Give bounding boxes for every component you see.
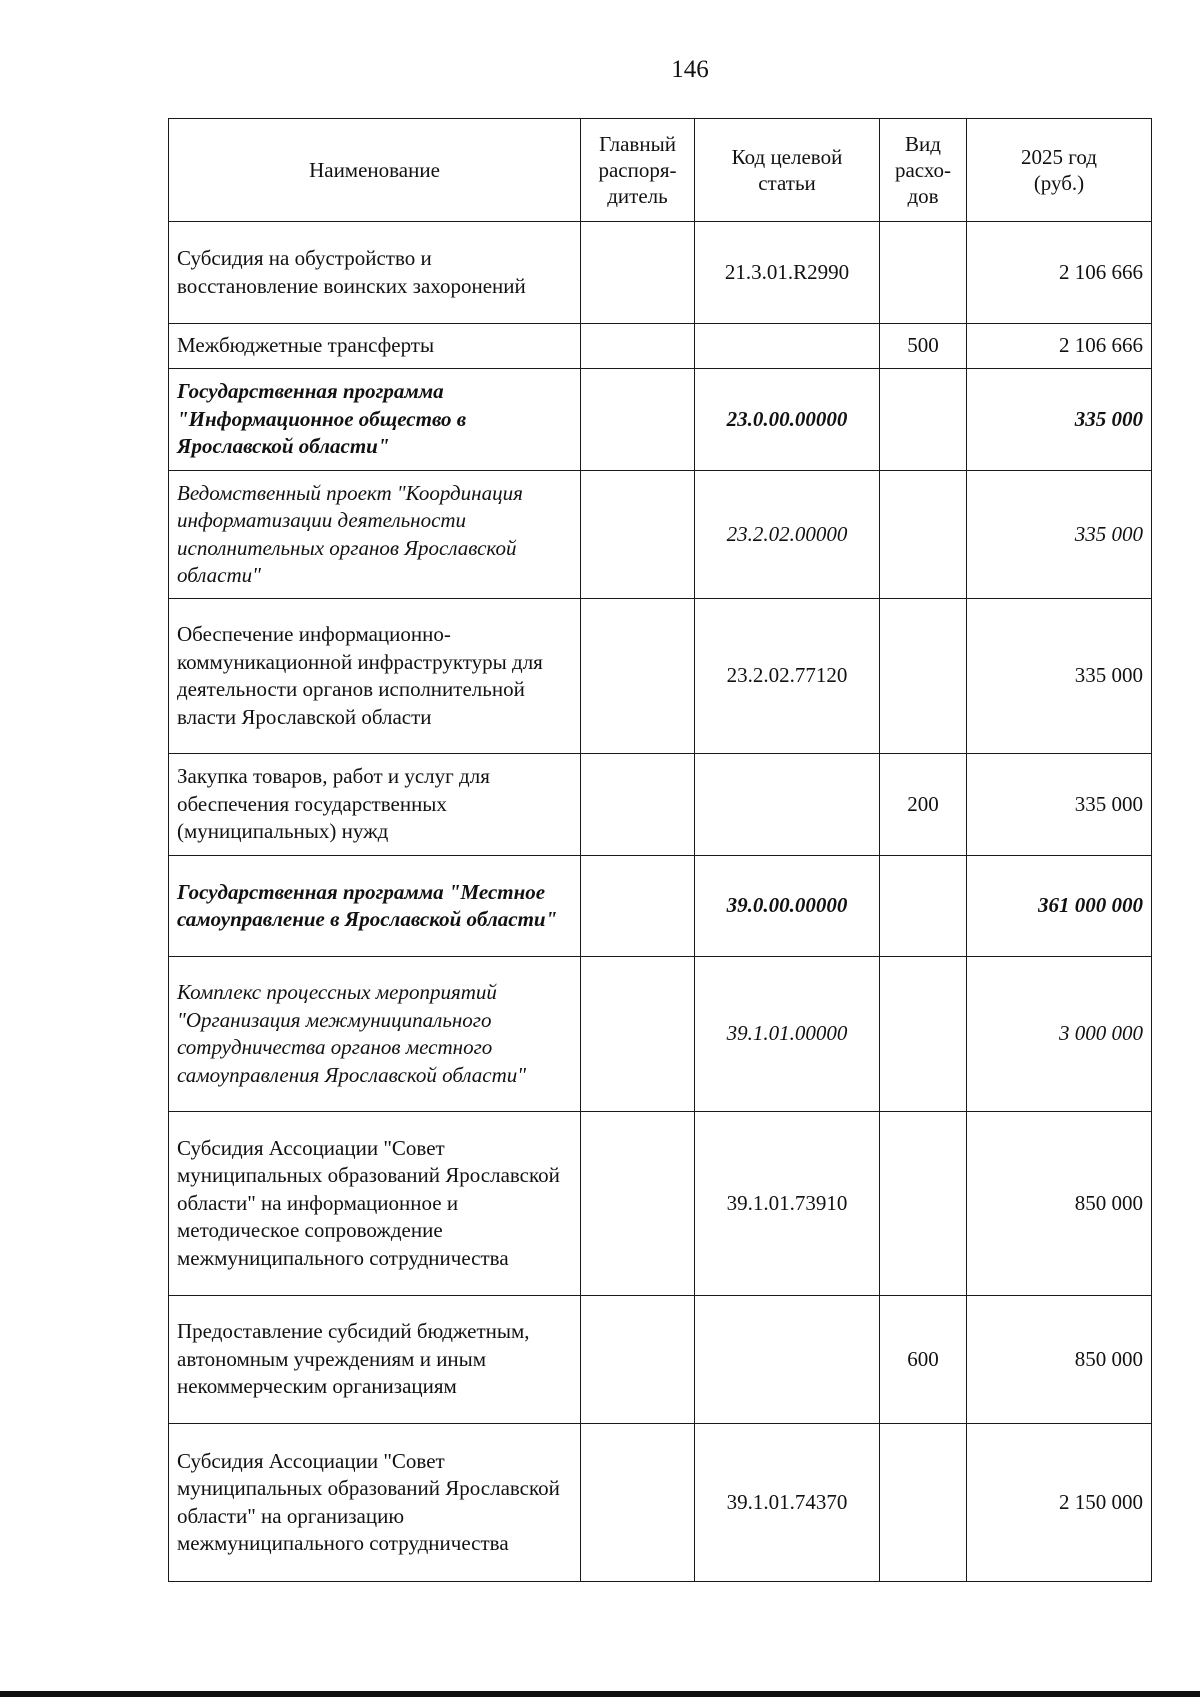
table-row xyxy=(169,599,1152,754)
row-chief-cell xyxy=(581,1424,695,1582)
row-code-cell: 39.0.00.00000 xyxy=(695,856,880,957)
row-chief-cell xyxy=(581,324,695,369)
row-code-cell: 21.3.01.R2990 xyxy=(695,222,880,324)
row-name-cell: Субсидия Ассоциации "Совет муниципальных образований Ярославской области" на организацию межмуниципального сотрудничества xyxy=(169,1424,581,1582)
row-code-cell: 23.2.02.77120 xyxy=(695,599,880,754)
row-vid-cell xyxy=(880,1424,967,1582)
row-name-cell: Субсидия Ассоциации "Совет муниципальных образований Ярославской области" на информационное и методическое сопровождение межмуниципального сотрудничества xyxy=(169,1112,581,1296)
row-amount-cell: 2 106 666 xyxy=(967,324,1152,369)
row-vid-cell: 600 xyxy=(880,1296,967,1424)
row-name-cell: Комплекс процессных мероприятий "Организация межмуниципального сотрудничества органов местного самоуправления Ярославской области" xyxy=(169,957,581,1112)
row-name-cell: Ведомственный проект "Координация информатизации деятельности исполнительных органов Ярославской области" xyxy=(169,471,581,599)
row-amount-cell: 335 000 xyxy=(967,471,1152,599)
header-chief: Главный распоря- дитель xyxy=(581,119,695,222)
row-vid-cell xyxy=(880,471,967,599)
row-chief-cell xyxy=(581,856,695,957)
header-amount: 2025 год (руб.) xyxy=(967,119,1152,222)
row-amount-cell: 2 150 000 xyxy=(967,1424,1152,1582)
table-row xyxy=(169,754,1152,856)
table-row xyxy=(169,1424,1152,1582)
row-name-cell: Закупка товаров, работ и услуг для обеспечения государственных (муниципальных) нужд xyxy=(169,754,581,856)
table-row xyxy=(169,957,1152,1112)
row-amount-cell: 361 000 000 xyxy=(967,856,1152,957)
table-row xyxy=(169,856,1152,957)
row-name-cell: Обеспечение информационно-коммуникационной инфраструктуры для деятельности органов исполнительной власти Ярославской области xyxy=(169,599,581,754)
row-vid-cell xyxy=(880,957,967,1112)
row-code-cell: 23.2.02.00000 xyxy=(695,471,880,599)
row-vid-cell: 200 xyxy=(880,754,967,856)
row-vid-cell xyxy=(880,222,967,324)
row-amount-cell: 335 000 xyxy=(967,599,1152,754)
table-row xyxy=(169,1296,1152,1424)
row-code-cell: 39.1.01.74370 xyxy=(695,1424,880,1582)
row-chief-cell xyxy=(581,369,695,471)
table-row xyxy=(169,222,1152,324)
header-name: Наименование xyxy=(169,119,581,222)
row-amount-cell: 850 000 xyxy=(967,1296,1152,1424)
budget-table xyxy=(168,118,1152,1582)
row-chief-cell xyxy=(581,754,695,856)
row-vid-cell xyxy=(880,369,967,471)
row-vid-cell xyxy=(880,1112,967,1296)
row-amount-cell: 3 000 000 xyxy=(967,957,1152,1112)
row-code-cell: 39.1.01.73910 xyxy=(695,1112,880,1296)
row-chief-cell xyxy=(581,957,695,1112)
table-header-row xyxy=(169,119,1152,222)
row-vid-cell xyxy=(880,856,967,957)
header-code: Код целевой статьи xyxy=(695,119,880,222)
row-code-cell xyxy=(695,324,880,369)
row-code-cell xyxy=(695,1296,880,1424)
row-chief-cell xyxy=(581,1112,695,1296)
row-name-cell: Предоставление субсидий бюджетным, автономным учреждениям и иным некоммерческим организациям xyxy=(169,1296,581,1424)
row-chief-cell xyxy=(581,471,695,599)
row-amount-cell: 335 000 xyxy=(967,754,1152,856)
row-vid-cell: 500 xyxy=(880,324,967,369)
table-body xyxy=(169,222,1152,1582)
row-name-cell: Межбюджетные трансферты xyxy=(169,324,581,369)
row-code-cell xyxy=(695,754,880,856)
row-name-cell: Субсидия на обустройство и восстановление воинских захоронений xyxy=(169,222,581,324)
table-row xyxy=(169,471,1152,599)
page-number: 146 xyxy=(671,56,709,83)
row-name-cell: Государственная программа "Информационное общество в Ярославской области" xyxy=(169,369,581,471)
table-row xyxy=(169,369,1152,471)
row-name-cell: Государственная программа "Местное самоуправление в Ярославской области" xyxy=(169,856,581,957)
row-code-cell: 23.0.00.00000 xyxy=(695,369,880,471)
row-amount-cell: 850 000 xyxy=(967,1112,1152,1296)
bottom-rule xyxy=(0,1691,1200,1697)
table-row xyxy=(169,1112,1152,1296)
row-chief-cell xyxy=(581,599,695,754)
row-vid-cell xyxy=(880,599,967,754)
row-amount-cell: 335 000 xyxy=(967,369,1152,471)
row-code-cell: 39.1.01.00000 xyxy=(695,957,880,1112)
row-chief-cell xyxy=(581,1296,695,1424)
header-vid: Вид расхо- дов xyxy=(880,119,967,222)
table-row xyxy=(169,324,1152,369)
row-chief-cell xyxy=(581,222,695,324)
row-amount-cell: 2 106 666 xyxy=(967,222,1152,324)
